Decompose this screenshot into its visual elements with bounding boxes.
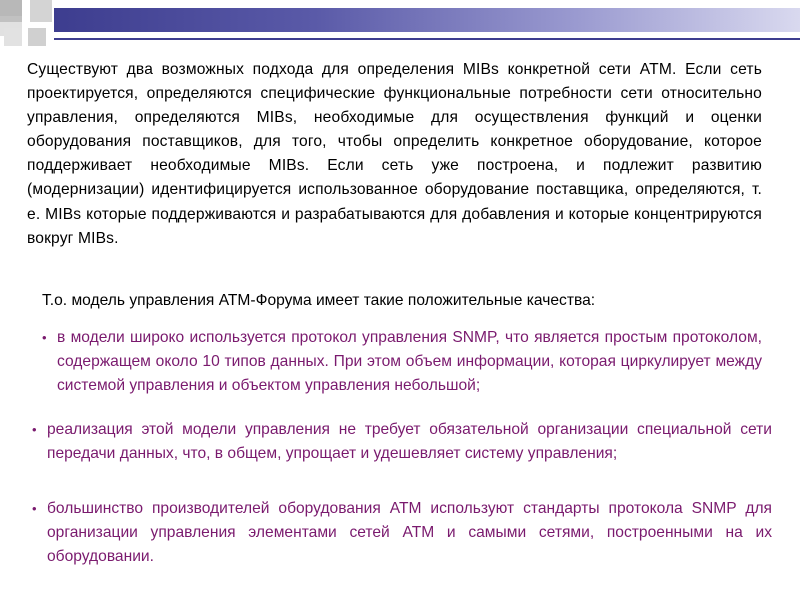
bullet-text-3: большинство производителей оборудования ATM используют стандарты протокола SNMP для организации управления элементами сетей ATM и самыми сетями, построенными на их оборудовании. <box>47 500 772 565</box>
bullet-dot-icon: • <box>32 422 37 437</box>
bullet-dot-icon: • <box>42 330 47 345</box>
bullet-text-2: реализация этой модели управления не требует обязательной организации специальной сети передачи данных, что, в общем, упрощает и удешевляет систему управления; <box>47 421 772 462</box>
bullet-item-1 <box>42 326 762 398</box>
summary-line: Т.о. модель управления АТМ-Форума имеет такие положительные качества: <box>42 292 596 309</box>
bullet-dot-icon: • <box>32 501 37 516</box>
bullet-text-1: в модели широко используется протокол управления SNMP, что является простым протоколом, содержащем около 10 типов данных. При этом объем информации, которая циркулирует между системой управления и объектом управления небольшой; <box>57 329 762 394</box>
header-gradient-band <box>54 8 800 32</box>
decor-square-5 <box>28 28 46 46</box>
decor-square-4 <box>4 28 22 46</box>
header-rule <box>54 38 800 40</box>
bullet-item-2 <box>32 418 772 466</box>
bullet-item-3 <box>32 497 772 569</box>
decor-square-2 <box>30 0 52 22</box>
main-paragraph: Существуют два возможных подхода для определения MIBs конкретной сети ATM. Если сеть проектируется, определяются специфические функциональные потребности сети относительно управления, определяются MIBs, необходимые для осуществления функций и оценки оборудования поставщиков, для того, чтобы определить конкретное оборудование, которое поддерживает необходимые MIBs. Если сеть уже построена, и подлежит развитию (модернизации) идентифицируется использованное оборудование поставщика, определяются, т. е. MIBs которые поддерживаются и разрабатываются для добавления и которые концентрируются вокруг MIBs. <box>27 61 762 247</box>
